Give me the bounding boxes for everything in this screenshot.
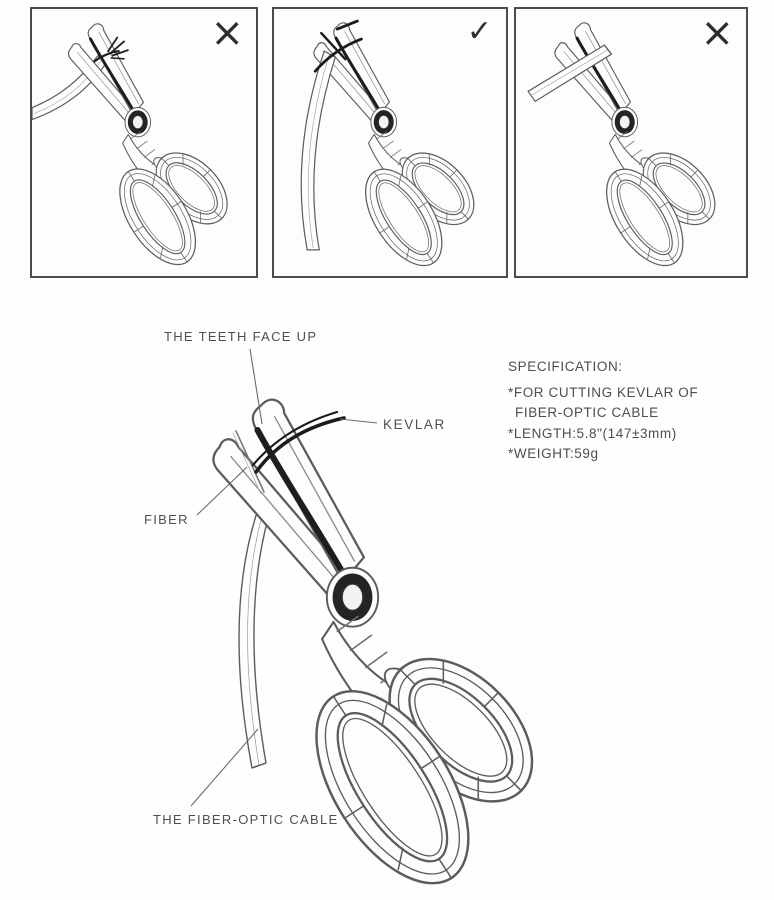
fiber-optic-cable-graphic <box>239 493 276 768</box>
spec-title: SPECIFICATION: <box>508 359 623 374</box>
incorrect-mark: × <box>700 10 734 56</box>
leader-line-cable <box>191 729 258 806</box>
specification-block <box>508 357 698 465</box>
correct-mark: ✓ <box>466 14 492 49</box>
spec-line-purpose: *FOR CUTTING KEVLAR OF <box>508 384 699 400</box>
label-fiber: FIBER <box>144 512 189 527</box>
spec-line-length: *LENGTH:5.8"(147±3mm) <box>508 425 677 441</box>
spec-line-weight: *WEIGHT:59g <box>508 446 599 461</box>
spec-line-purpose-2: FIBER-OPTIC CABLE <box>515 405 659 420</box>
label-teeth-face-up: THE TEETH FACE UP <box>164 329 318 344</box>
incorrect-mark: × <box>210 10 244 56</box>
label-kevlar: KEVLAR <box>383 417 446 432</box>
leader-line-kevlar <box>340 419 377 423</box>
label-fiber-optic-cable: THE FIBER-OPTIC CABLE <box>153 812 339 827</box>
